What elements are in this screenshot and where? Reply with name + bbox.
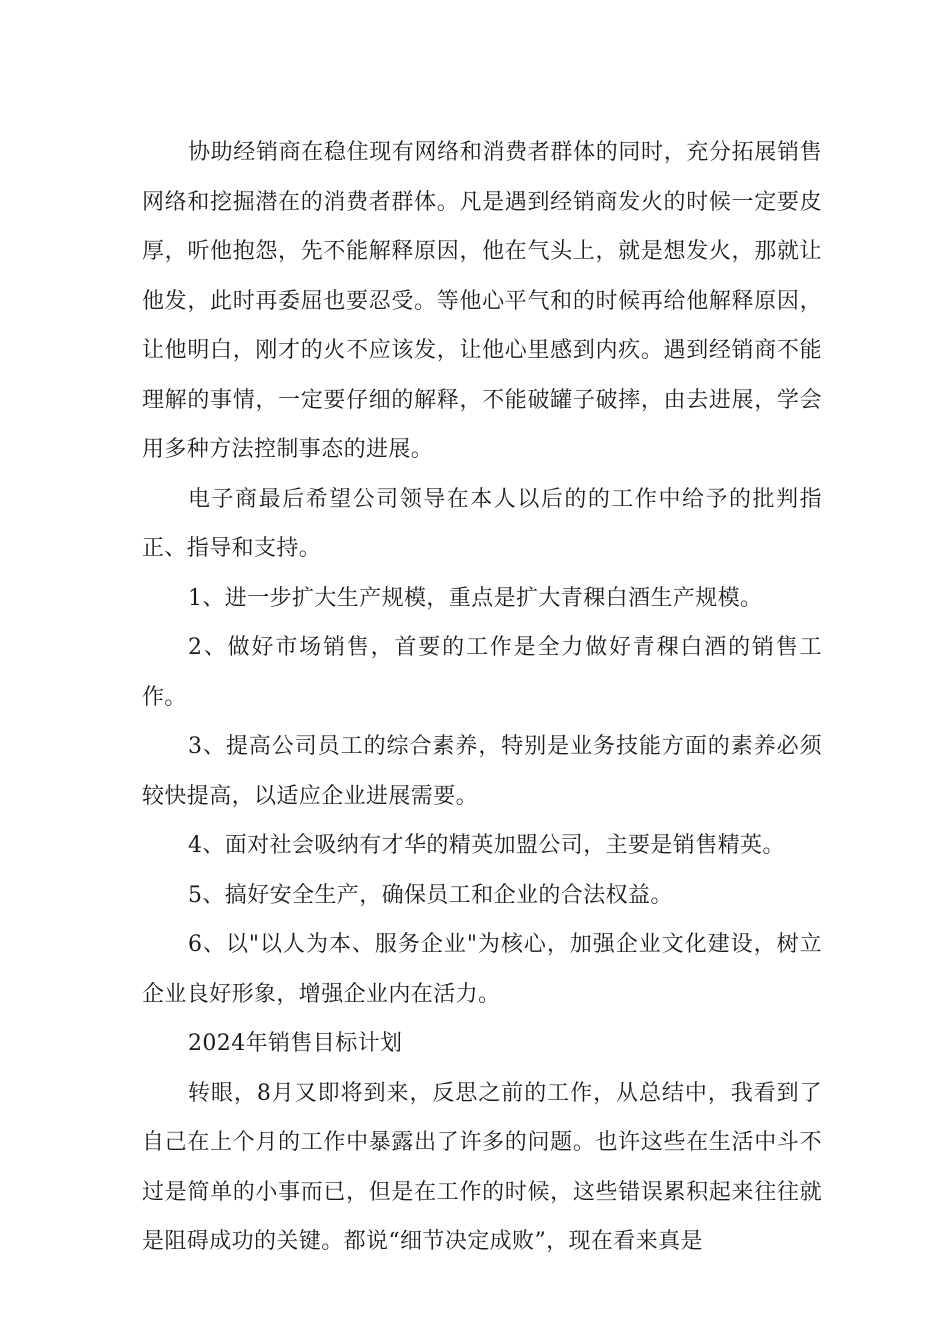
paragraph-2: 电子商最后希望公司领导在本人以后的的工作中给予的批判指正、指导和支持。 xyxy=(142,486,822,561)
document-body xyxy=(142,128,822,1267)
section-heading: 2024年销售目标计划 xyxy=(188,1031,403,1056)
list-item-2: 2、做好市场销售，首要的工作是全力做好青稞白酒的销售工作。 xyxy=(142,635,822,710)
list-item-1: 1、进一步扩大生产规模，重点是扩大青稞白酒生产规模。 xyxy=(188,585,763,611)
list-item-5: 5、搞好安全生产，确保员工和企业的合法权益。 xyxy=(188,882,673,908)
paragraph-1: 协助经销商在稳住现有网络和消费者群体的同时，充分拓展销售网络和挖掘潜在的消费者群体。凡是遇到经销商发火的时候一定要皮厚，听他抱怨，先不能解释原因，他在气头上，就是想发火，那就让他发，此时再委屈也要忍受。等他心平气和的时候再给他解释原因，让他明白，刚才的火不应该发，让他心里感到内疚。遇到经销商不能理解的事情，一定要仔细的解释，不能破罐子破摔，由去进展，学会用多种方法控制事态的进展。 xyxy=(142,140,822,462)
paragraph-3: 转眼，8月又即将到来，反思之前的工作，从总结中，我看到了自己在上个月的工作中暴露出了许多的问题。也许这些在生活中斗不过是简单的小事而已，但是在工作的时候，这些错误累积起来往往就是阻碍成功的关键。都说“细节决定成败”，现在看来真是 xyxy=(142,1080,822,1254)
list-item-3: 3、提高公司员工的综合素养，特别是业务技能方面的素养必须较快提高，以适应企业进展需要。 xyxy=(142,734,822,809)
list-item-4: 4、面对社会吸纳有才华的精英加盟公司，主要是销售精英。 xyxy=(188,833,785,858)
list-item-6: 6、以"以人为本、服务企业"为核心，加强企业文化建设，树立企业良好形象，增强企业内在活力。 xyxy=(142,932,822,1007)
